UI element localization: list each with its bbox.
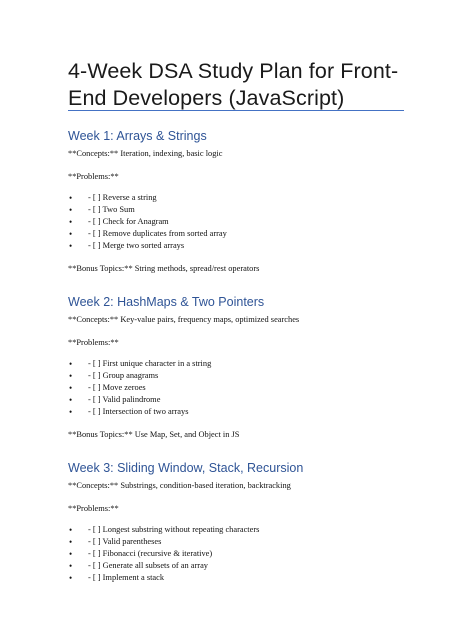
week-3-problem-list: [68, 524, 448, 584]
week-1-concepts: **Concepts:** Iteration, indexing, basic logic: [68, 149, 223, 158]
week-3-section: [68, 460, 448, 584]
bullet-icon: •: [69, 241, 73, 251]
problem-text: - [ ] Merge two sorted arrays: [88, 241, 185, 250]
bullet-icon: •: [69, 217, 73, 227]
bullet-icon: •: [69, 537, 73, 547]
problem-text: - [ ] Longest substring without repeating characters: [88, 525, 260, 534]
bullet-icon: •: [69, 205, 73, 215]
problem-item: [68, 394, 448, 406]
problem-item: [68, 204, 448, 216]
problem-item: [68, 192, 448, 204]
week-2-heading: Week 2: HashMaps & Two Pointers: [68, 295, 265, 309]
bullet-icon: •: [69, 407, 73, 417]
bullet-icon: •: [69, 229, 73, 239]
problem-item: [68, 406, 448, 418]
week-3-concepts: **Concepts:** Substrings, condition-based iteration, backtracking: [68, 481, 291, 490]
problem-text: - [ ] Fibonacci (recursive & iterative): [88, 549, 213, 558]
week-2-bonus-topics: **Bonus Topics:** Use Map, Set, and Object in JS: [68, 430, 240, 439]
problem-text: - [ ] Generate all subsets of an array: [88, 561, 208, 570]
bullet-icon: •: [69, 359, 73, 369]
week-1-section: [68, 128, 448, 274]
problem-text: - [ ] Valid palindrome: [88, 395, 161, 404]
week-2-concepts: **Concepts:** Key-value pairs, frequency maps, optimized searches: [68, 315, 300, 324]
problem-text: - [ ] Implement a stack: [88, 573, 165, 582]
problem-item: [68, 560, 448, 572]
problem-item: [68, 382, 448, 394]
bullet-icon: •: [69, 525, 73, 535]
problem-item: [68, 572, 448, 584]
problem-text: - [ ] Group anagrams: [88, 371, 159, 380]
bullet-icon: •: [69, 193, 73, 203]
bullet-icon: •: [69, 371, 73, 381]
document-title: 4-Week DSA Study Plan for Front-End Developers (JavaScript): [68, 59, 399, 110]
problem-item: [68, 524, 448, 536]
week-2-section: [68, 294, 448, 440]
problem-item: [68, 216, 448, 228]
problem-item: [68, 536, 448, 548]
week-1-problems-label: **Problems:**: [68, 172, 119, 181]
week-2-problem-list: [68, 358, 448, 418]
problem-item: [68, 548, 448, 560]
problem-text: - [ ] Valid parentheses: [88, 537, 162, 546]
bullet-icon: •: [69, 573, 73, 583]
title-underline-rule: [68, 110, 404, 111]
problem-text: - [ ] Remove duplicates from sorted array: [88, 229, 227, 238]
problem-item: [68, 228, 448, 240]
bullet-icon: •: [69, 549, 73, 559]
bullet-icon: •: [69, 561, 73, 571]
problem-text: - [ ] Intersection of two arrays: [88, 407, 189, 416]
week-1-heading: Week 1: Arrays & Strings: [68, 129, 207, 143]
problem-item: [68, 370, 448, 382]
week-2-problems-label: **Problems:**: [68, 338, 119, 347]
bullet-icon: •: [69, 395, 73, 405]
problem-text: - [ ] Two Sum: [88, 205, 135, 214]
problem-item: [68, 358, 448, 370]
week-1-bonus-topics: **Bonus Topics:** String methods, spread/rest operators: [68, 264, 260, 273]
problem-text: - [ ] First unique character in a string: [88, 359, 212, 368]
problem-text: - [ ] Check for Anagram: [88, 217, 169, 226]
week-1-problem-list: [68, 192, 448, 252]
week-3-heading: Week 3: Sliding Window, Stack, Recursion: [68, 461, 304, 475]
week-3-problems-label: **Problems:**: [68, 504, 119, 513]
problem-text: - [ ] Reverse a string: [88, 193, 157, 202]
problem-item: [68, 240, 448, 252]
problem-text: - [ ] Move zeroes: [88, 383, 146, 392]
bullet-icon: •: [69, 383, 73, 393]
